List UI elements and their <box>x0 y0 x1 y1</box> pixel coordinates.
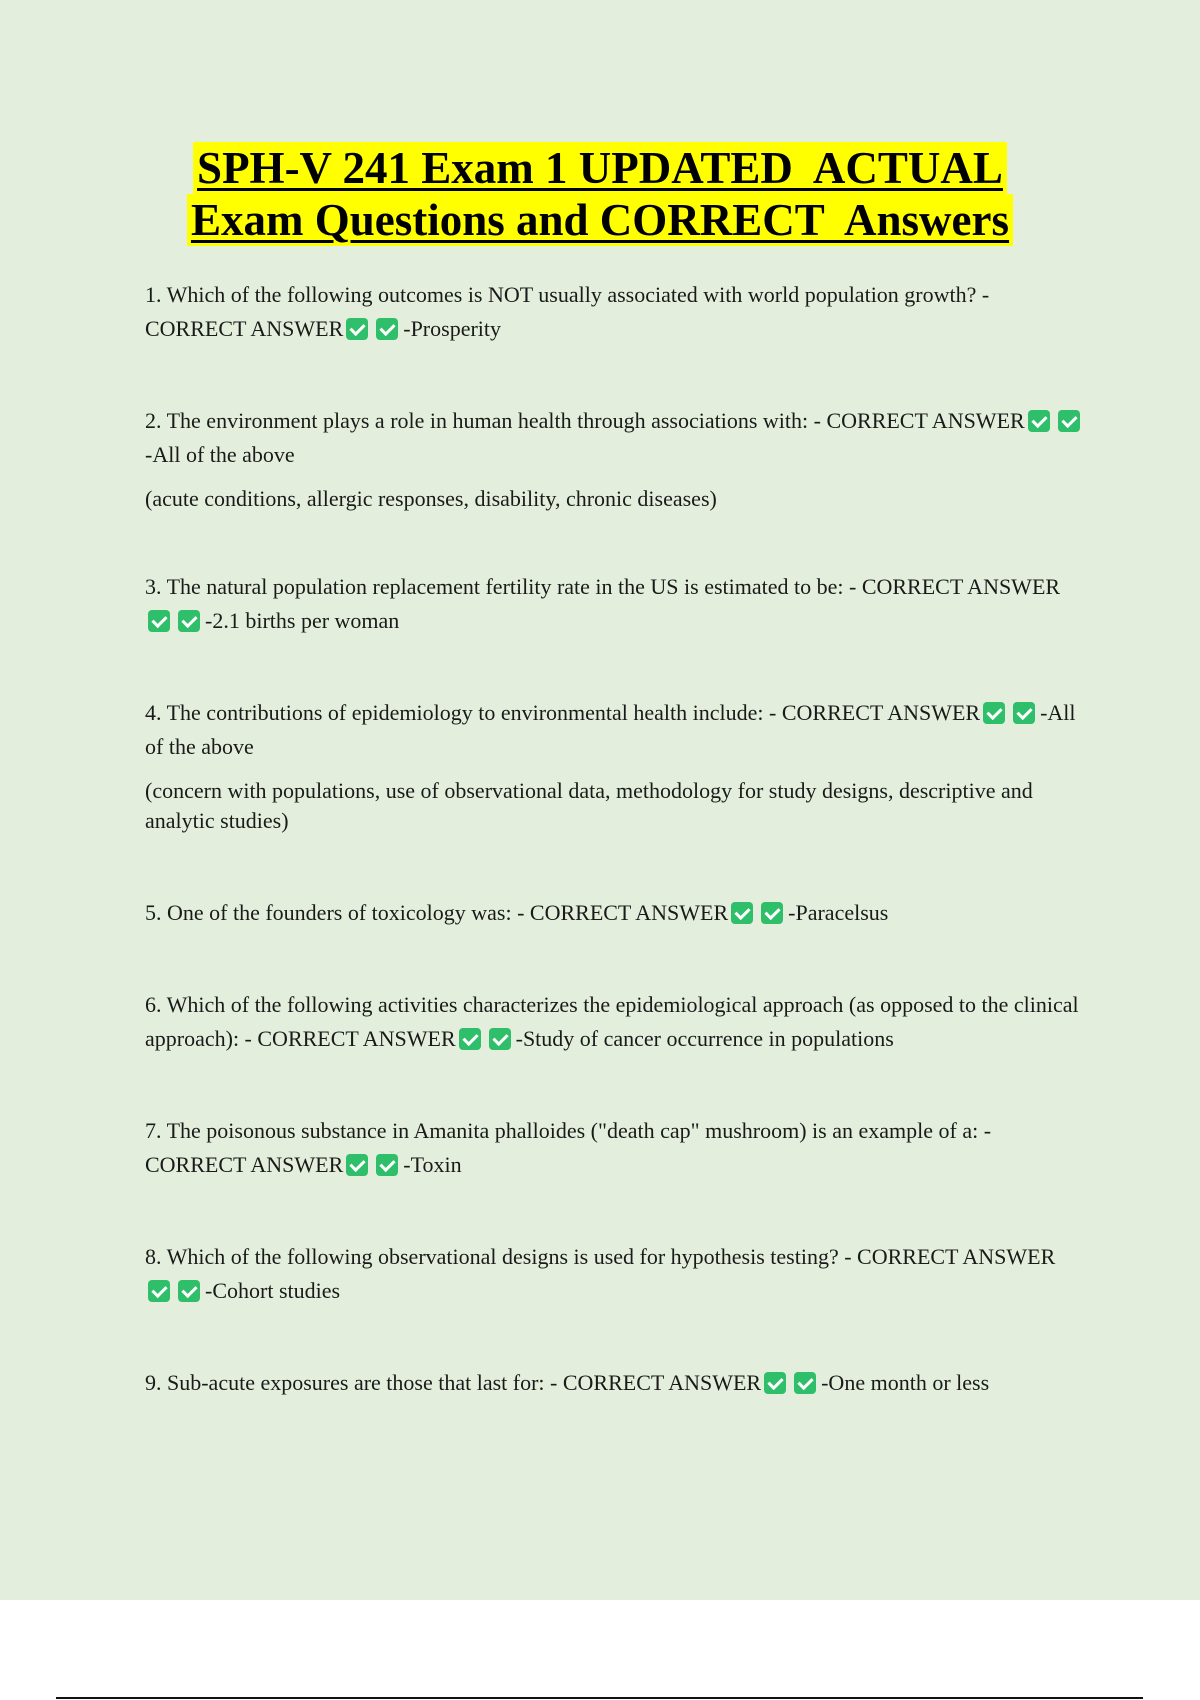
check-box-icon <box>489 1028 511 1050</box>
question-text-wrap <box>145 278 1085 346</box>
question-text: 7. The poisonous substance in Amanita phalloides ("death cap" mushroom) is an example of a: - CORRECT ANSWER <box>145 1118 992 1177</box>
question-item <box>145 988 1085 1056</box>
question-text-wrap <box>145 988 1085 1056</box>
answer-note: (concern with populations, use of observational data, methodology for study designs, descriptive and analytic studies) <box>145 778 1033 833</box>
question-text: 2. The environment plays a role in human health through associations with: - CORRECT ANSWER <box>145 408 1025 433</box>
answer-text: -Study of cancer occurrence in populations <box>515 1026 894 1051</box>
question-text-wrap <box>145 1240 1085 1308</box>
question-text-wrap <box>145 1366 1085 1400</box>
check-box-icon <box>764 1372 786 1394</box>
check-box-icon <box>983 702 1005 724</box>
check-box-icon <box>376 1154 398 1176</box>
check-box-icon <box>148 610 170 632</box>
answer-text: -Prosperity <box>403 316 502 341</box>
question-text-wrap <box>145 404 1085 472</box>
answer-text: -Cohort studies <box>205 1278 341 1303</box>
question-text-wrap <box>145 1114 1085 1182</box>
check-box-icon <box>346 318 368 340</box>
check-box-icon <box>459 1028 481 1050</box>
check-box-icon <box>1028 410 1050 432</box>
check-box-icon <box>731 902 753 924</box>
answer-text: -All of the above <box>145 442 295 467</box>
answer-text: -All of the above <box>145 700 1076 759</box>
question-text-wrap <box>145 696 1085 764</box>
question-item <box>145 278 1085 346</box>
check-box-icon <box>346 1154 368 1176</box>
answer-text: -Paracelsus <box>788 900 889 925</box>
question-text-wrap <box>145 896 1085 930</box>
check-box-icon <box>1058 410 1080 432</box>
question-item <box>145 1114 1085 1182</box>
question-text: 1. Which of the following outcomes is NOT usually associated with world population growth? - CORRECT ANSWER <box>145 282 990 341</box>
title-line-2: Exam Questions and CORRECT Answers <box>187 194 1013 246</box>
check-box-icon <box>794 1372 816 1394</box>
answer-text: -Toxin <box>403 1152 462 1177</box>
check-box-icon <box>178 1280 200 1302</box>
answer-text: -2.1 births per woman <box>205 608 400 633</box>
check-box-icon <box>761 902 783 924</box>
question-item <box>145 896 1085 930</box>
answer-text: -One month or less <box>821 1370 990 1395</box>
question-item <box>145 696 1085 836</box>
check-box-icon <box>1013 702 1035 724</box>
page-title <box>0 142 1200 246</box>
question-text: 8. Which of the following observational designs is used for hypothesis testing? - CORRECT ANSWER <box>145 1244 1056 1269</box>
question-text: 9. Sub-acute exposures are those that last for: - CORRECT ANSWER <box>145 1370 762 1395</box>
question-item <box>145 570 1085 638</box>
check-box-icon <box>376 318 398 340</box>
check-box-icon <box>178 610 200 632</box>
question-item <box>145 404 1085 514</box>
check-box-icon <box>148 1280 170 1302</box>
answer-note: (acute conditions, allergic responses, disability, chronic diseases) <box>145 486 717 511</box>
question-text: 4. The contributions of epidemiology to environmental health include: - CORRECT ANSWER <box>145 700 981 725</box>
footer-divider <box>56 1697 1143 1699</box>
question-text: 6. Which of the following activities characterizes the epidemiological approach (as opposed to the clinical approach): - CORRECT ANSWER <box>145 992 1079 1051</box>
question-list <box>145 278 1085 1400</box>
question-item <box>145 1240 1085 1308</box>
question-text-wrap <box>145 570 1085 638</box>
question-item <box>145 1366 1085 1400</box>
question-text: 5. One of the founders of toxicology was: - CORRECT ANSWER <box>145 900 729 925</box>
title-line-1: SPH-V 241 Exam 1 UPDATED ACTUAL <box>193 142 1007 194</box>
question-text: 3. The natural population replacement fertility rate in the US is estimated to be: - CORRECT ANSWER <box>145 574 1061 599</box>
